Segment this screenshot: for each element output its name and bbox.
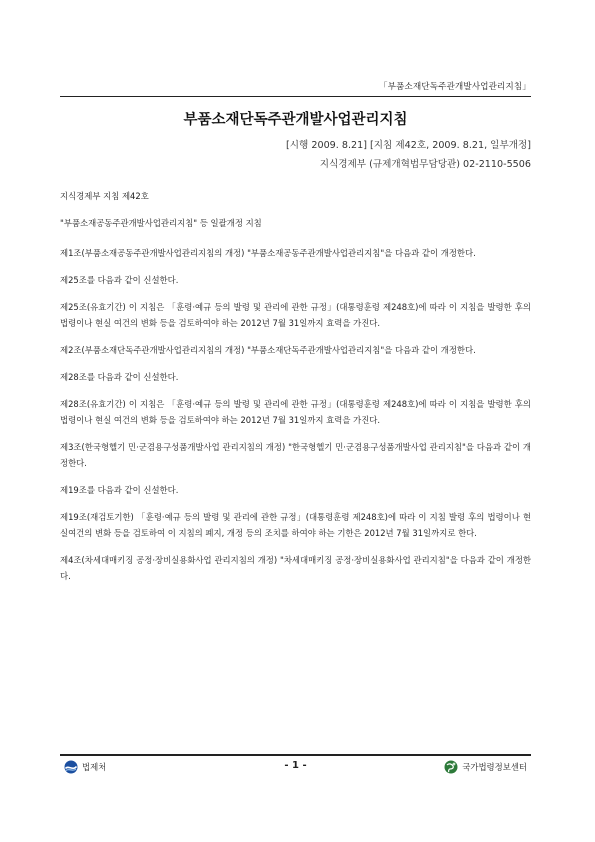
paragraph-directive-title: "부품소재공동주관개발사업관리지침" 등 일괄개정 지침 bbox=[60, 218, 262, 228]
paragraph-article-2: 제2조(부품소재단독주관개발사업관리지침의 개정) "부품소재단독주관개발사업관리지침"을 다음과 같이 개정한다. bbox=[60, 345, 476, 355]
document-department: 지식경제부 (규제개혁법무담당관) 02-2110-5506 bbox=[319, 159, 531, 170]
page-footer bbox=[60, 760, 531, 778]
footer-right bbox=[444, 760, 527, 774]
paragraph-article-28: 제28조(유효기간) 이 지침은 「훈령·예규 등의 발령 및 관리에 관한 규정」(대통령훈령 제248호)에 따라 이 지침을 발령한 후의 법령이나 현실 여건의 변화 등을 검토하여야 하는 2012년 7월 31일까지 효력을 가진다. bbox=[60, 399, 531, 425]
paragraph-article-25: 제25조(유효기간) 이 지침은 「훈령·예규 등의 발령 및 관리에 관한 규정」(대통령훈령 제248호)에 따라 이 지침을 발령한 후의 법령이나 현실 여건의 변화 등을 검토하여야 하는 2012년 7월 31일까지 효력을 가진다. bbox=[60, 302, 531, 328]
paragraph-article-3: 제3조(한국형헬기 민·군겸용구성품개발사업 관리지침의 개정) "한국형헬기 민·군겸용구성품개발사업 관리지침"을 다음과 같이 개정한다. bbox=[60, 442, 531, 468]
header-tag: 「부품소재단독주관개발사업관리지침」 bbox=[379, 82, 531, 92]
footer-left-label: 법제처 bbox=[82, 762, 107, 772]
paragraph-article-28-insert: 제28조를 다음과 같이 신설한다. bbox=[60, 372, 179, 382]
paragraph-article-19-insert: 제19조를 다음과 같이 신설한다. bbox=[60, 485, 179, 495]
document-title: 부품소재단독주관개발사업관리지침 bbox=[183, 112, 408, 128]
document-body bbox=[60, 188, 531, 584]
paragraph-article-25-insert: 제25조를 다음과 같이 신설한다. bbox=[60, 275, 179, 285]
paragraph-article-1: 제1조(부품소재공동주관개발사업관리지침의 개정) "부품소재공동주관개발사업관리지침"을 다음과 같이 개정한다. bbox=[60, 248, 476, 258]
footer-rule bbox=[60, 754, 531, 756]
law-info-center-logo-icon bbox=[444, 760, 458, 774]
page-number: - 1 - bbox=[284, 760, 307, 771]
footer-right-label: 국가법령정보센터 bbox=[462, 762, 527, 772]
paragraph-article-4: 제4조(차세대매키징 공정·장비실용화사업 관리지침의 개정) "차세대매키징 공정·장비실용화사업 관리지침"을 다음과 같이 개정한다. bbox=[60, 555, 531, 581]
header-rule bbox=[60, 96, 531, 97]
document-meta: [시행 2009. 8.21] [지침 제42호, 2009. 8.21, 일부개정] bbox=[286, 140, 531, 151]
paragraph-directive-number: 지식경제부 지침 제42호 bbox=[60, 191, 149, 201]
paragraph-article-19: 제19조(재검토기한) 「훈령·예규 등의 발령 및 관리에 관한 규정」(대통령훈령 제248호)에 따라 이 지침 발령 후의 법령이나 현실여건의 변화 등을 검토하여 이 지침의 폐지, 개정 등의 조치를 하여야 하는 기한은 2012년 7월 31일까지로 한다. bbox=[60, 512, 531, 538]
